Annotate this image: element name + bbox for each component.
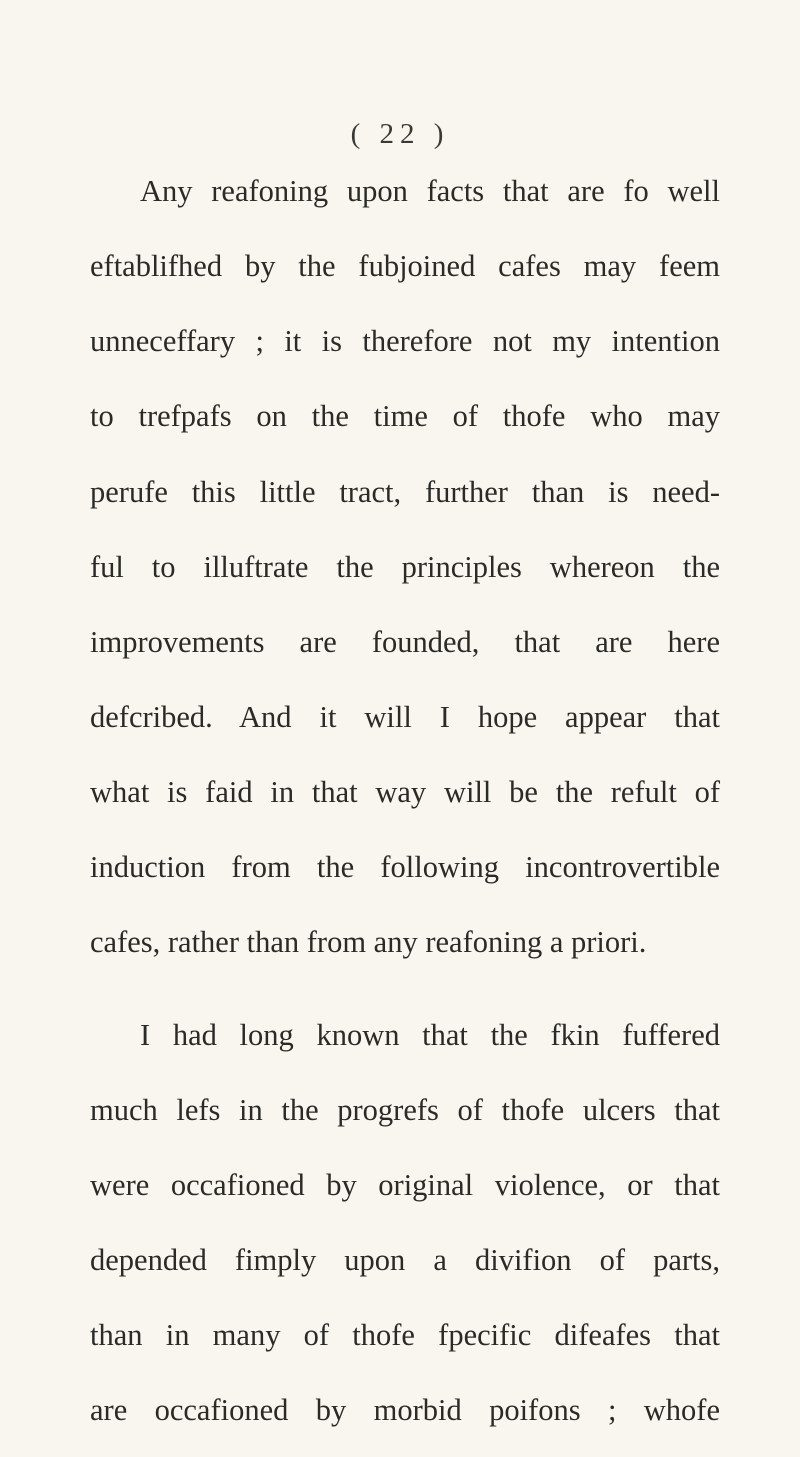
text-line: to trefpafs on the time of thofe who may: [90, 399, 720, 433]
text-line: ful to illuftrate the principles whereon the: [90, 550, 720, 584]
text-line: what is faid in that way will be the refult of: [90, 775, 720, 809]
text-line: eftablifhed by the fubjoined cafes may feem: [90, 249, 720, 283]
text-line: much lefs in the progrefs of thofe ulcers that: [90, 1093, 720, 1127]
text-line: cafes, rather than from any reafoning a priori.: [90, 925, 647, 959]
text-line: I had long known that the fkin fuffered: [140, 1018, 720, 1052]
text-line: perufe this little tract, further than is need-: [90, 475, 720, 509]
page-number: ( 22 ): [350, 118, 450, 150]
text-line: depended fimply upon a divifion of parts,: [90, 1243, 720, 1277]
text-line: improvements are founded, that are here: [90, 625, 720, 659]
text-line: Any reafoning upon facts that are fo well: [140, 174, 720, 208]
text-line: unneceffary ; it is therefore not my intention: [90, 324, 720, 358]
text-line: are occafioned by morbid poifons ; whofe: [90, 1393, 720, 1427]
text-line: defcribed. And it will I hope appear that: [90, 700, 720, 734]
text-line: induction from the following incontrovertible: [90, 850, 720, 884]
text-line: than in many of thofe fpecific difeafes that: [90, 1318, 720, 1352]
text-line: were occafioned by original violence, or that: [90, 1168, 720, 1202]
